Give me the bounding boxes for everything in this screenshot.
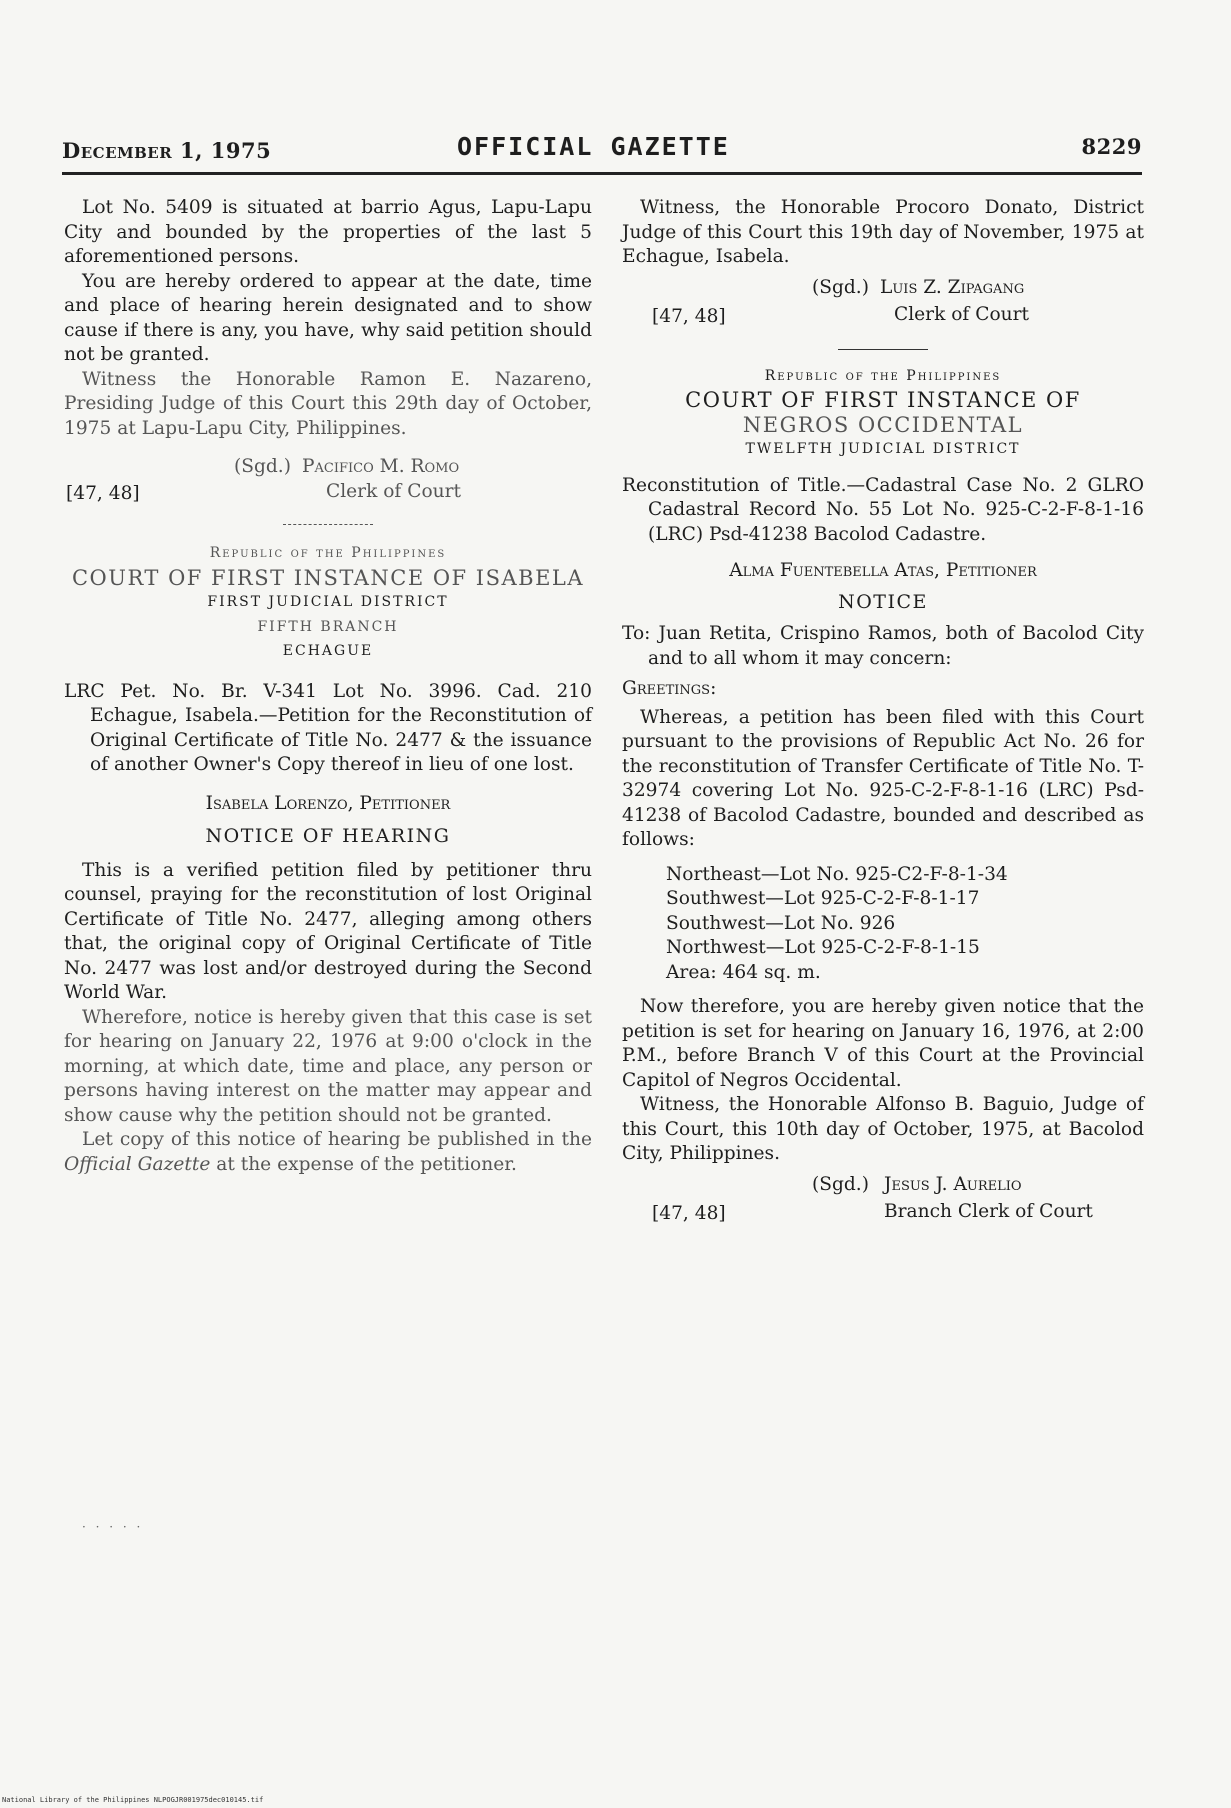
- judicial-district: TWELFTH JUDICIAL DISTRICT: [745, 441, 1021, 457]
- addressee-line: To: Juan Retita, Crispino Ramos, both of Bacolod City and to all whom it may concern:: [622, 623, 1144, 669]
- signatory-title: Clerk of Court: [894, 303, 1029, 325]
- boundary-item: Northwest—Lot 925-C-2-F-8-1-15: [666, 937, 980, 958]
- judicial-district: FIRST JUDICIAL DISTRICT: [207, 594, 449, 610]
- boundary-item: Southwest—Lot No. 926: [666, 912, 896, 934]
- page-header: [62, 132, 1142, 168]
- court-name-line1: COURT OF FIRST INSTANCE OF: [685, 388, 1081, 412]
- republic-line: Republic of the Philippines: [764, 367, 1002, 384]
- court-name-line2: NEGROS OCCIDENTAL: [742, 412, 1024, 437]
- section-divider: [283, 524, 373, 525]
- signature-title-row: [64, 480, 592, 508]
- right-column: [622, 196, 1144, 1228]
- issue-reference: [47, 48]: [652, 1202, 726, 1224]
- boundary-item: Southwest—Lot 925-C-2-F-8-1-17: [666, 888, 980, 909]
- petitioner-line: Alma Fuentebella Atas, Petitioner: [729, 560, 1037, 581]
- left-column: [64, 196, 592, 1177]
- witness-paragraph: Witness the Honorable Ramon E. Nazareno, Presiding Judge of this Court this 29th day of October, 1975 at Lapu-Lapu City, Philippines.: [64, 368, 592, 439]
- boundaries-list: [622, 863, 1144, 986]
- hearing-paragraph: Wherefore, notice is hereby given that this case is set for hearing on January 22, 1976 at 9:00 o'clock in the morning, at which date, time and place, any person or persons having interest on the matter may appear and show cause why the petition should not be granted.: [64, 1006, 592, 1126]
- notice-heading: NOTICE: [838, 590, 928, 613]
- scan-noise-marks: · · · · ·: [82, 1520, 144, 1534]
- case-caption: LRC Pet. No. Br. V-341 Lot No. 3996. Cad. 210 Echague, Isabela.—Petition for the Reconstitution of Original Certificate of Title No. 2477 & the issuance of another Owner's Copy thereof in lieu of one lost.: [64, 680, 592, 775]
- court-name: COURT OF FIRST INSTANCE OF ISABELA: [71, 565, 585, 590]
- gazette-name: Official Gazette: [64, 1153, 211, 1175]
- signature-block-2: [622, 1173, 1144, 1200]
- header-rule: [62, 172, 1142, 175]
- witness-paragraph-2: Witness, the Honorable Alfonso B. Baguio, Judge of this Court, this 10th day of October, 1975, at Bacolod City, Philippines.: [622, 1094, 1144, 1164]
- notice-heading: NOTICE OF HEARING: [205, 825, 451, 847]
- publication-text-start: Let copy of this notice of hearing be published in the: [82, 1129, 592, 1150]
- section-divider: [838, 349, 928, 350]
- signatory-name: Jesus J. Aurelio: [884, 1173, 1022, 1195]
- case-caption: Reconstitution of Title.—Cadastral Case No. 2 GLRO Cadastral Record No. 55 Lot No. 925-C-2-F-8-1-16 (LRC) Psd-41238 Bacolod Cadastre.: [622, 474, 1144, 545]
- greetings-line: Greetings:: [622, 678, 717, 699]
- order-paragraph: You are hereby ordered to appear at the date, time and place of hearing herein designated and to show cause if there is any, you have, why said petition should not be granted.: [64, 270, 592, 365]
- signatory-title: Clerk of Court: [326, 481, 461, 502]
- lot-paragraph: Lot No. 5409 is situated at barrio Agus, Lapu-Lapu City and bounded by the properties of the last 5 aforementioned persons.: [64, 197, 592, 267]
- hearing-paragraph: Now therefore, you are hereby given notice that the petition is set for hearing on January 16, 1976, at 2:00 P.M., before Branch V of this Court at the Provincial Capitol of Negros Occidental.: [622, 996, 1144, 1091]
- publication-text-end: at the expense of the petitioner.: [210, 1153, 517, 1175]
- publication-paragraph: [64, 1128, 592, 1177]
- signatory-name: Pacifico M. Romo: [302, 456, 460, 477]
- signature-title-row-2: [622, 1200, 1144, 1228]
- signature-block: [64, 455, 592, 480]
- whereas-paragraph: Whereas, a petition has been filed with this Court pursuant to the provisions of Republic Act No. 26 for the reconstitution of Transfer Certificate of Title No. T-32974 covering Lot No. 925-C-2-F-8-1-16 (LRC) Psd-41238 of Bacolod Cadastre, bounded and described as follows:: [622, 706, 1144, 850]
- witness-paragraph: Witness, the Honorable Procoro Donato, District Judge of this Court this 19th day of November, 1975 at Echague, Isabela.: [622, 197, 1144, 267]
- lot-area: Area: 464 sq. m.: [666, 961, 821, 983]
- signatory-name: Luis Z. Zipagang: [880, 276, 1025, 298]
- boundary-item: Northeast—Lot No. 925-C2-F-8-1-34: [666, 863, 1008, 885]
- petitioner-line: Isabela Lorenzo, Petitioner: [205, 792, 451, 814]
- signature-block: [622, 276, 1144, 303]
- issue-reference: [47, 48]: [66, 483, 140, 504]
- issue-reference: [47, 48]: [652, 305, 726, 327]
- republic-line: Republic of the Philippines: [209, 545, 447, 561]
- court-location: ECHAGUE: [282, 643, 374, 659]
- issue-date: December 1, 1975: [62, 138, 272, 163]
- page-number: 8229: [1081, 134, 1142, 159]
- sgd-label: (Sgd.): [234, 456, 291, 477]
- scan-footer: National Library of the Philippines NLPOGJR001975dec010145.tif: [2, 1796, 264, 1804]
- signatory-title: Branch Clerk of Court: [884, 1200, 1093, 1222]
- publication-title: OFFICIAL GAZETTE: [457, 132, 730, 161]
- court-branch: FIFTH BRANCH: [257, 618, 399, 635]
- signature-title-row: [622, 303, 1144, 331]
- sgd-label: (Sgd.): [812, 276, 869, 298]
- petition-paragraph: This is a verified petition filed by petitioner thru counsel, praying for the reconstitution of lost Original Certificate of Title No. 2477, alleging among others that, the original copy of Original Certificate of Title No. 2477 was lost and/or destroyed during the Second World War.: [64, 859, 592, 1003]
- sgd-label: (Sgd.): [812, 1173, 869, 1195]
